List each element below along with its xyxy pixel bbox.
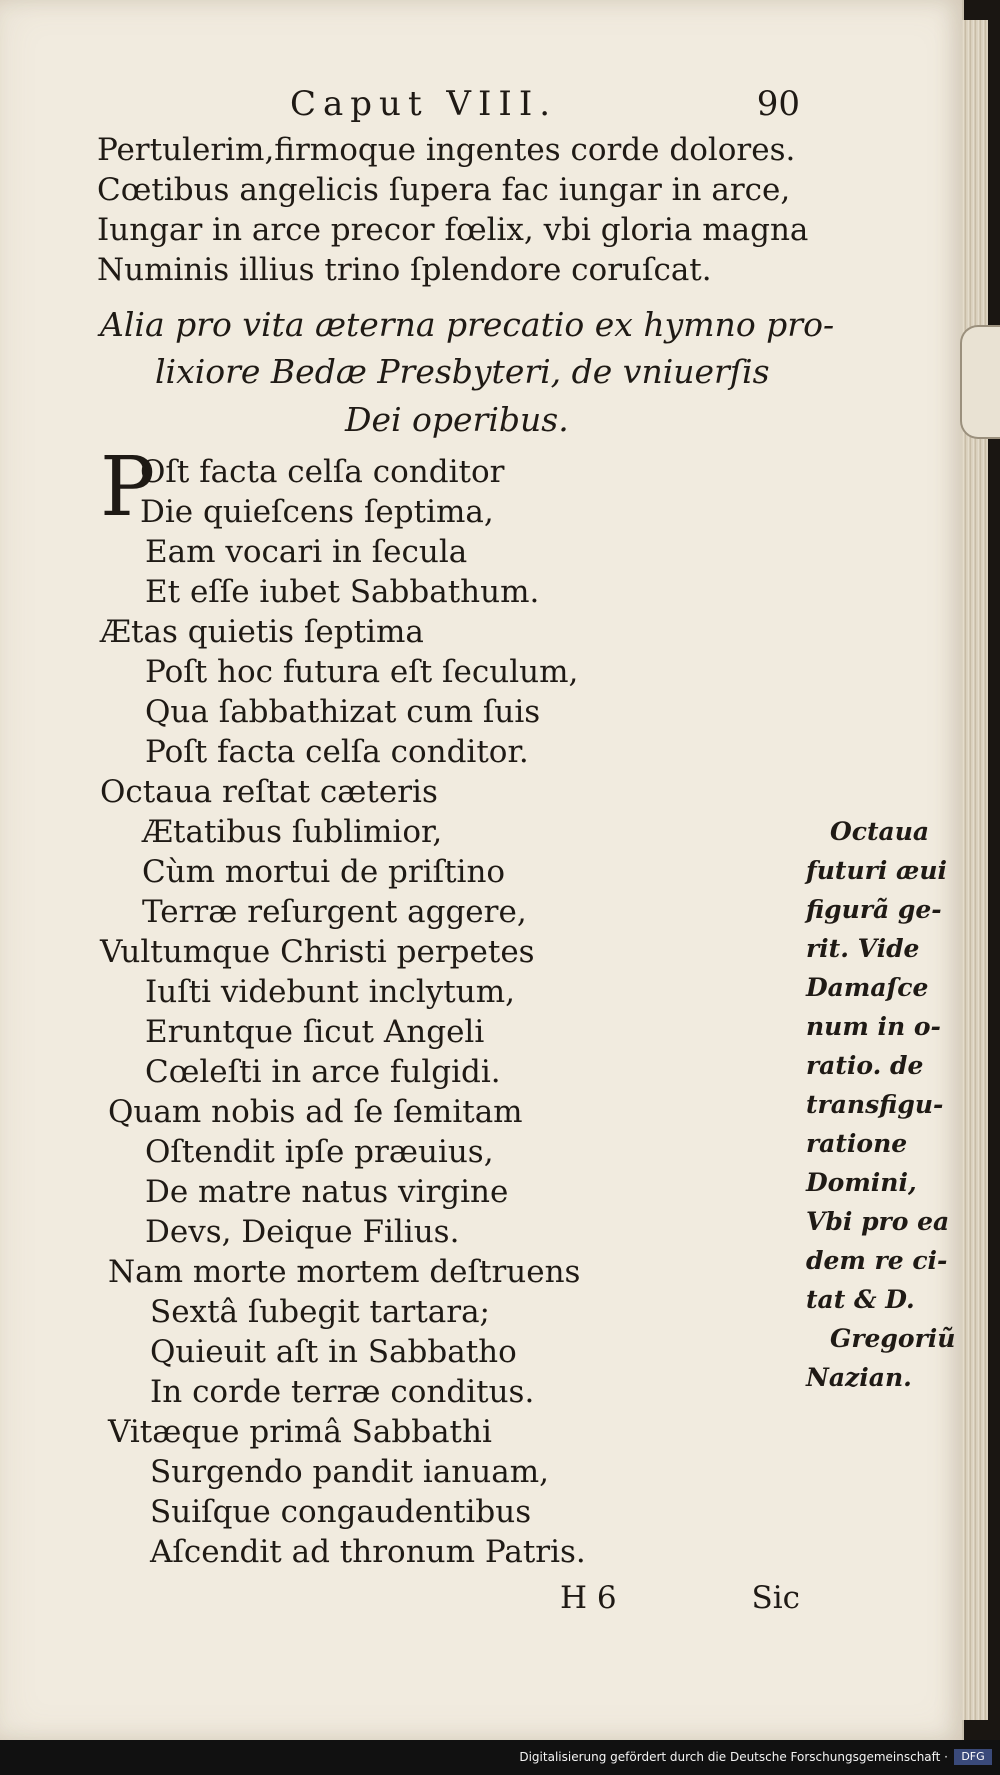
margin-note-line: Domini,	[806, 1168, 917, 1197]
hymn-line: Sextâ ſubegit tartara;	[150, 1294, 491, 1330]
hymn-line: Poſt facta celſa conditor.	[145, 734, 529, 770]
margin-note-line: Gregoriũ	[830, 1324, 956, 1353]
margin-note-line: ratione	[806, 1129, 908, 1158]
hymn-line: Eam vocari in ſecula	[145, 534, 468, 570]
margin-note-line: futuri æui	[806, 856, 947, 885]
page-foot	[560, 1580, 800, 1620]
margin-note-line: rit. Vide	[806, 934, 920, 963]
margin-note-line: dem re ci-	[806, 1246, 948, 1275]
running-head	[280, 84, 800, 124]
section-heading-line: Dei operibus.	[345, 400, 569, 439]
hymn-line: Ætas quietis ſeptima	[100, 614, 424, 650]
margin-note-line: Vbi pro ea	[806, 1207, 950, 1236]
hymn-line: Suiſque congaudentibus	[150, 1494, 532, 1530]
hymn-line: Die quieſcens ſeptima,	[140, 494, 494, 530]
hymn-line: Octaua reſtat cæteris	[100, 774, 438, 810]
dfg-logo: DFG	[954, 1749, 992, 1765]
hymn-line: Vultumque Christi perpetes	[100, 934, 535, 970]
hymn-line: Vitæque primâ Sabbathi	[108, 1414, 492, 1450]
hymn-line: Oſtendit ipſe præuius,	[145, 1134, 494, 1170]
digitization-footer	[0, 1740, 1000, 1775]
hymn-line: Eruntque ſicut Angeli	[145, 1014, 485, 1050]
margin-note-line: Nazian.	[806, 1363, 912, 1392]
verse-line: Iungar in arce precor fœlix, vbi gloria magna	[97, 212, 809, 248]
hymn-line: Nam morte mortem deſtruens	[108, 1254, 581, 1290]
margin-note-line: transfigu-	[806, 1090, 944, 1119]
hymn-line: Poſt hoc futura eſt ſeculum,	[145, 654, 579, 690]
hymn-line: Terræ reſurgent aggere,	[142, 894, 527, 930]
hymn-line: Cœleſti in arce fulgidi.	[145, 1054, 501, 1090]
drop-cap: P	[100, 440, 156, 535]
page-number: 90	[756, 84, 800, 124]
verse-line: Numinis illius trino ſplendore coruſcat.	[97, 252, 712, 288]
hymn-line: Surgendo pandit ianuam,	[150, 1454, 549, 1490]
hymn-line: Devs, Deique Filius.	[145, 1214, 460, 1250]
signature-mark: H 6	[560, 1580, 617, 1616]
catchword: Sic	[751, 1580, 800, 1616]
hymn-line: Quieuit aſt in Sabbatho	[150, 1334, 517, 1370]
hymn-line: Qua ſabbathizat cum ſuis	[145, 694, 541, 730]
hymn-line: Et eſſe iubet Sabbathum.	[145, 574, 540, 610]
margin-note-line: ratio. de	[806, 1051, 924, 1080]
hymn-line: In corde terræ conditus.	[150, 1374, 535, 1410]
margin-note-line: num in o-	[806, 1012, 941, 1041]
funding-credit: Digitalisierung gefördert durch die Deutsche Forschungsgemeinschaft ·	[519, 1750, 948, 1764]
section-heading-line: Alia pro vita æterna precatio ex hymno pro-	[100, 305, 835, 344]
hymn-line: Iuſti videbunt inclytum,	[145, 974, 515, 1010]
hymn-line: Cùm mortui de priſtino	[142, 854, 506, 890]
hymn-line: Oſt facta celſa conditor	[140, 454, 505, 490]
running-head-title: Caput VIII.	[290, 84, 558, 124]
verse-line: Pertulerim,firmoque ingentes corde dolores.	[97, 132, 796, 168]
verse-line: Cœtibus angelicis ſupera fac iungar in arce,	[97, 172, 791, 208]
hymn-line: Quam nobis ad ſe ſemitam	[108, 1094, 523, 1130]
hymn-line: De matre natus virgine	[145, 1174, 509, 1210]
binding-clip	[960, 325, 1000, 439]
section-heading-line: lixiore Bedæ Presbyteri, de vniuerſis	[155, 352, 770, 391]
page-edges	[962, 20, 988, 1720]
hymn-line: Aſcendit ad thronum Patris.	[150, 1534, 586, 1570]
hymn-line: Ætatibus ſublimior,	[142, 814, 443, 850]
margin-note-line: Damaſce	[806, 973, 929, 1002]
margin-note-line: figurã ge-	[806, 895, 942, 924]
margin-note-line: tat & D.	[806, 1285, 915, 1314]
margin-note-line: Octaua	[830, 817, 930, 846]
